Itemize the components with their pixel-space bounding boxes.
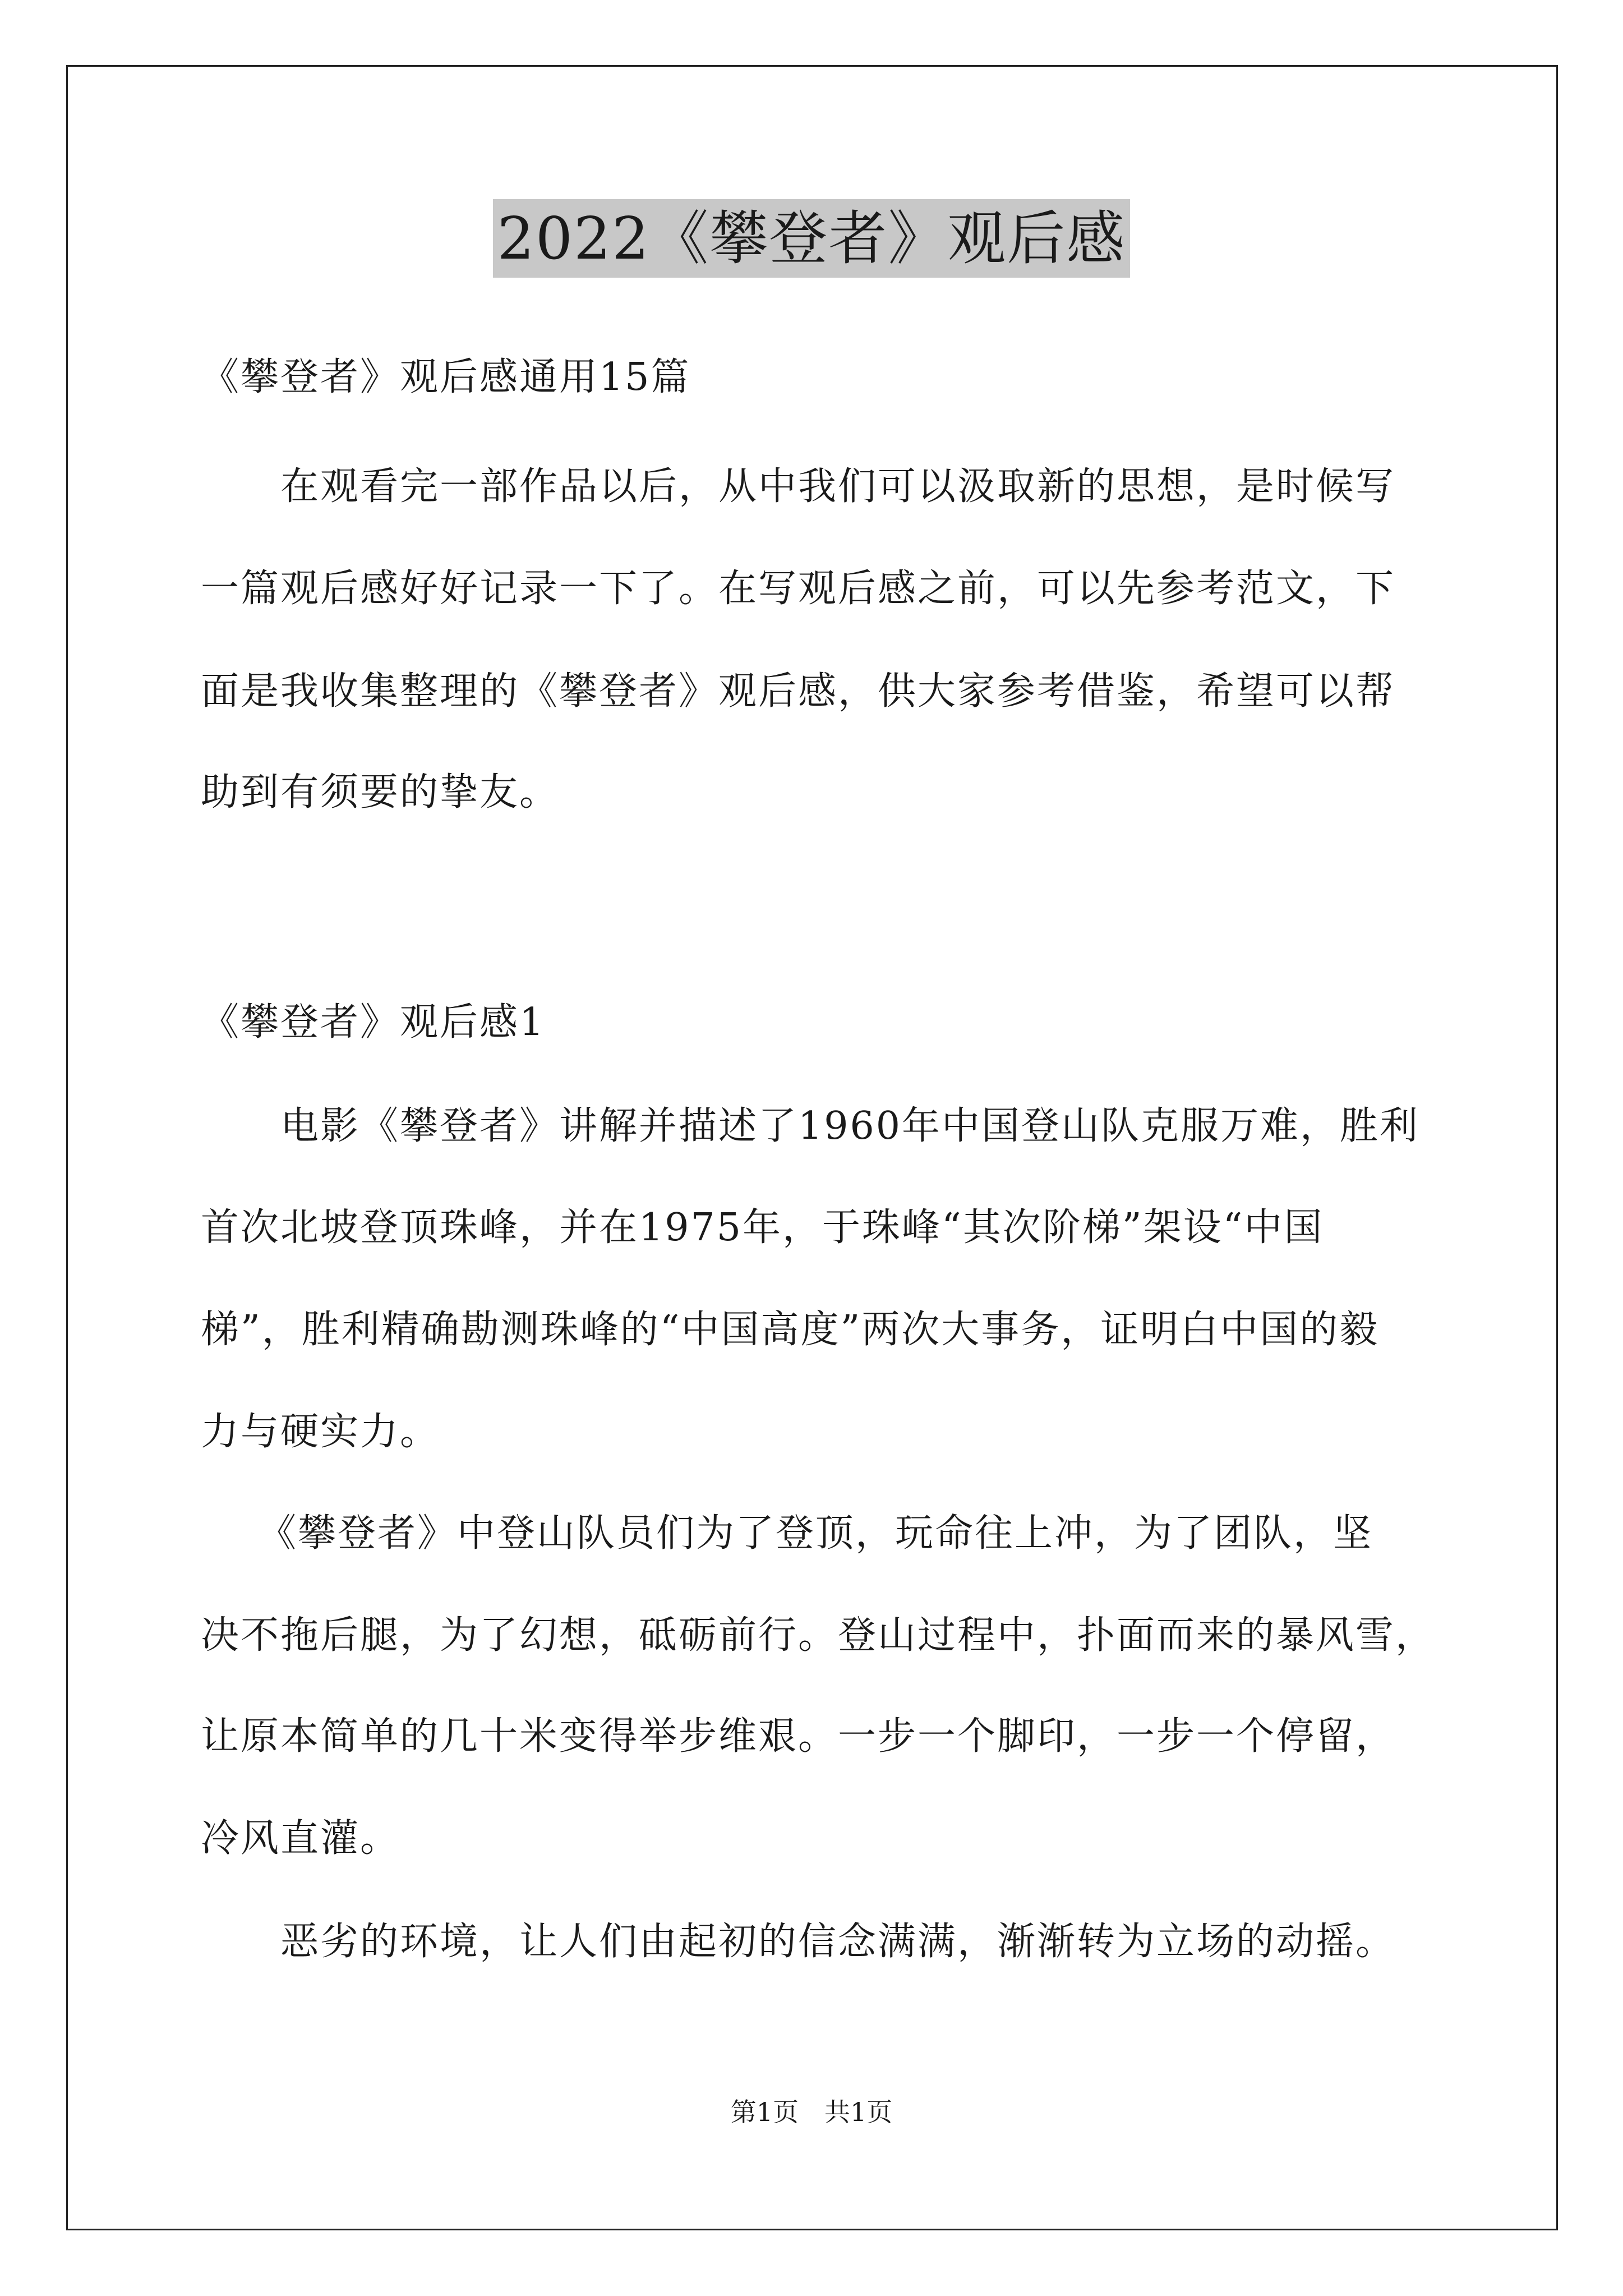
intro-line-2: 一篇观后感好好记录一下了。在写观后感之前，可以先参考范文，下 <box>201 567 1396 611</box>
para1-line-2: 首次北坡登顶珠峰，并在1975年，于珠峰“其次阶梯”架设“中国 <box>201 1205 1324 1250</box>
para2-line-3: 让原本简单的几十米变得举步维艰。一步一个脚印，一步一个停留， <box>201 1714 1396 1759</box>
para1-line-3: 梯”，胜利精确勘测珠峰的“中国高度”两次大事务，证明白中国的毅 <box>201 1308 1380 1352</box>
page-footer: 第1页 共1页 <box>730 2097 893 2127</box>
intro-line-1: 在观看完一部作品以后，从中我们可以汲取新的思想，是时候写 <box>280 464 1396 509</box>
intro-line-4: 助到有须要的挚友。 <box>201 770 560 815</box>
para1-line-4: 力与硬实力。 <box>201 1410 440 1454</box>
document-subtitle: 《攀登者》观后感通用15篇 <box>201 355 691 399</box>
intro-line-3: 面是我收集整理的《攀登者》观后感，供大家参考借鉴，希望可以帮 <box>201 669 1396 714</box>
document-title: 2022《攀登者》观后感 <box>493 199 1131 278</box>
para2-line-4: 冷风直灌。 <box>201 1816 400 1861</box>
para2-line-2: 决不拖后腿，为了幻想，砥砺前行。登山过程中，扑面而来的暴风雪， <box>201 1613 1436 1658</box>
para1-line-1: 电影《攀登者》讲解并描述了1960年中国登山队克服万难，胜利 <box>280 1104 1420 1148</box>
section-heading: 《攀登者》观后感1 <box>201 1000 546 1045</box>
title-container <box>0 199 1623 278</box>
para2-line-1: 《攀登者》中登山队员们为了登顶，玩命往上冲，为了团队，坚 <box>258 1511 1373 1556</box>
para3-line-1: 恶劣的环境，让人们由起初的信念满满，渐渐转为立场的动摇。 <box>280 1920 1396 1964</box>
